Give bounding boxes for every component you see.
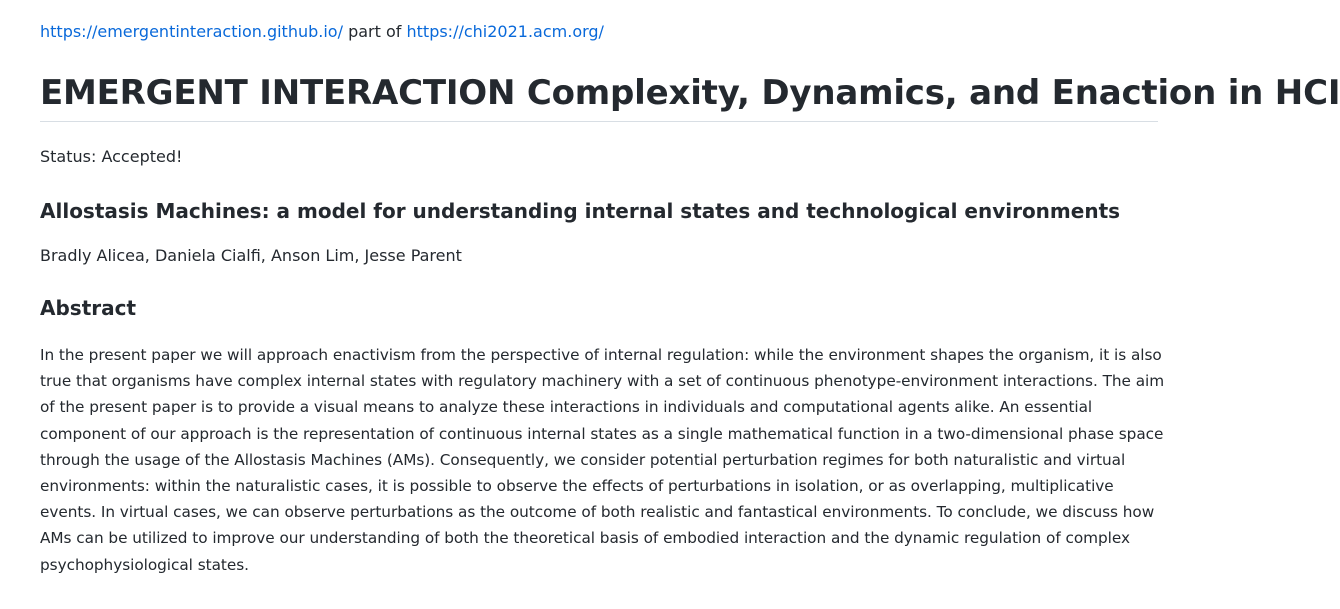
abstract-text: In the present paper we will approach enactivism from the perspective of internal regulation: while the environment shapes the organism, it is also true that organisms have complex internal states with regulatory machinery with a set of continuous phenotype-environment interactions. The aim of the present paper is to provide a visual means to analyze these interactions in individuals and computational agents alike. An essential component of our approach is the representation of continuous internal states as a single mathematical function in a two-dimensional phase space through the usage of the Allostasis Machines (AMs). Consequently, we consider potential perturbation regimes for both naturalistic and virtual environments: within the naturalistic cases, it is possible to observe the effects of perturbations in isolation, or as overlapping, multiplicative events. In virtual cases, we can observe perturbations as the outcome of both realistic and fantastical environments. To conclude, we discuss how AMs can be utilized to improve our understanding of both the theoretical basis of embodied interaction and the dynamic regulation of complex psychophysiological states. — [40, 346, 1165, 574]
chi2021-link[interactable]: https://chi2021.acm.org/ — [406, 22, 604, 41]
part-of-text: part of — [348, 22, 402, 41]
page-title: EMERGENT INTERACTION Complexity, Dynamics, and Enaction in HCI — [40, 70, 1158, 122]
emergent-interaction-link[interactable]: https://emergentinteraction.github.io/ — [40, 22, 343, 41]
paper-title: Allostasis Machines: a model for understanding internal states and technological environments — [40, 199, 1121, 223]
abstract-heading: Abstract — [40, 296, 137, 320]
header-links — [40, 20, 604, 44]
status-text: Status: Accepted! — [40, 147, 183, 166]
paper-authors: Bradly Alicea, Daniela Cialfi, Anson Lim, Jesse Parent — [40, 246, 462, 265]
